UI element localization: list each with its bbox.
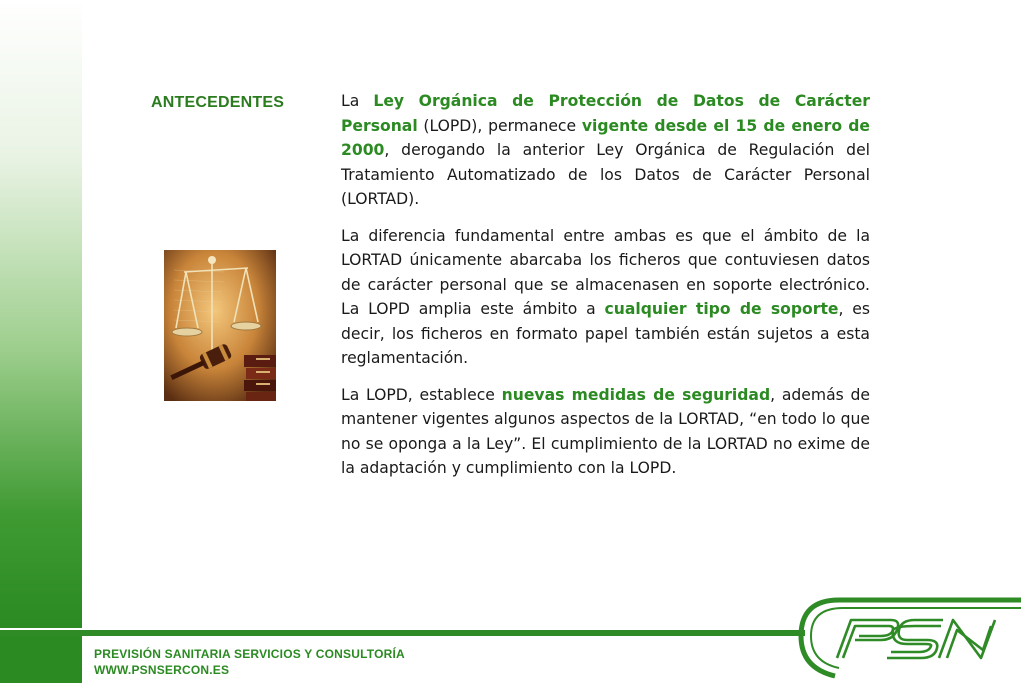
text-span: , derogando la anterior Ley Orgánica de Regulación del Tratamiento Automatizado de los Datos de Carácter Personal (LORTAD). <box>341 141 870 208</box>
text-span: , además de mantener vigentes algunos aspectos de la LORTAD, “en todo lo que no se oponga a la Ley”. El cumplimiento de la LORTAD no exime de la adaptación y cumplimiento con la LOPD. <box>341 385 870 477</box>
footer-company-name: PREVISIÓN SANITARIA SERVICIOS Y CONSULTORÍA <box>94 647 405 661</box>
body-text <box>341 89 870 493</box>
footer-website: WWW.PSNSERCON.ES <box>94 663 230 677</box>
paragraph <box>341 224 870 371</box>
paragraph <box>341 89 870 212</box>
section-label: ANTECEDENTES <box>151 94 285 111</box>
highlight-span: cualquier tipo de soporte <box>604 300 839 318</box>
footer-divider-line <box>0 630 805 636</box>
text-span: La <box>341 92 374 110</box>
justice-scales-gavel-icon <box>164 250 276 401</box>
psn-logo-icon <box>795 596 1021 680</box>
text-span: La LOPD, establece <box>341 385 502 404</box>
highlight-span: vigente desde el 15 de enero de 2000 <box>341 116 870 159</box>
paragraph <box>341 383 870 481</box>
side-gradient-bar <box>0 0 82 628</box>
highlight-span: nuevas medidas de seguridad <box>501 385 771 404</box>
text-span: La diferencia fundamental entre ambas es que el ámbito de la LORTAD únicamente abarcaba los ficheros que contuviesen datos de carácter personal que se almacenasen en soporte electrónico. La LOPD amplia este ámbito a <box>341 226 870 318</box>
text-span: , es decir, los ficheros en formato papel también están sujetos a esta reglamentación. <box>341 300 871 367</box>
highlight-span: Ley Orgánica de Protección de Datos de Carácter Personal <box>341 92 870 135</box>
side-bar-footer-block <box>0 636 82 683</box>
text-span: (LOPD), permanece <box>417 116 582 135</box>
